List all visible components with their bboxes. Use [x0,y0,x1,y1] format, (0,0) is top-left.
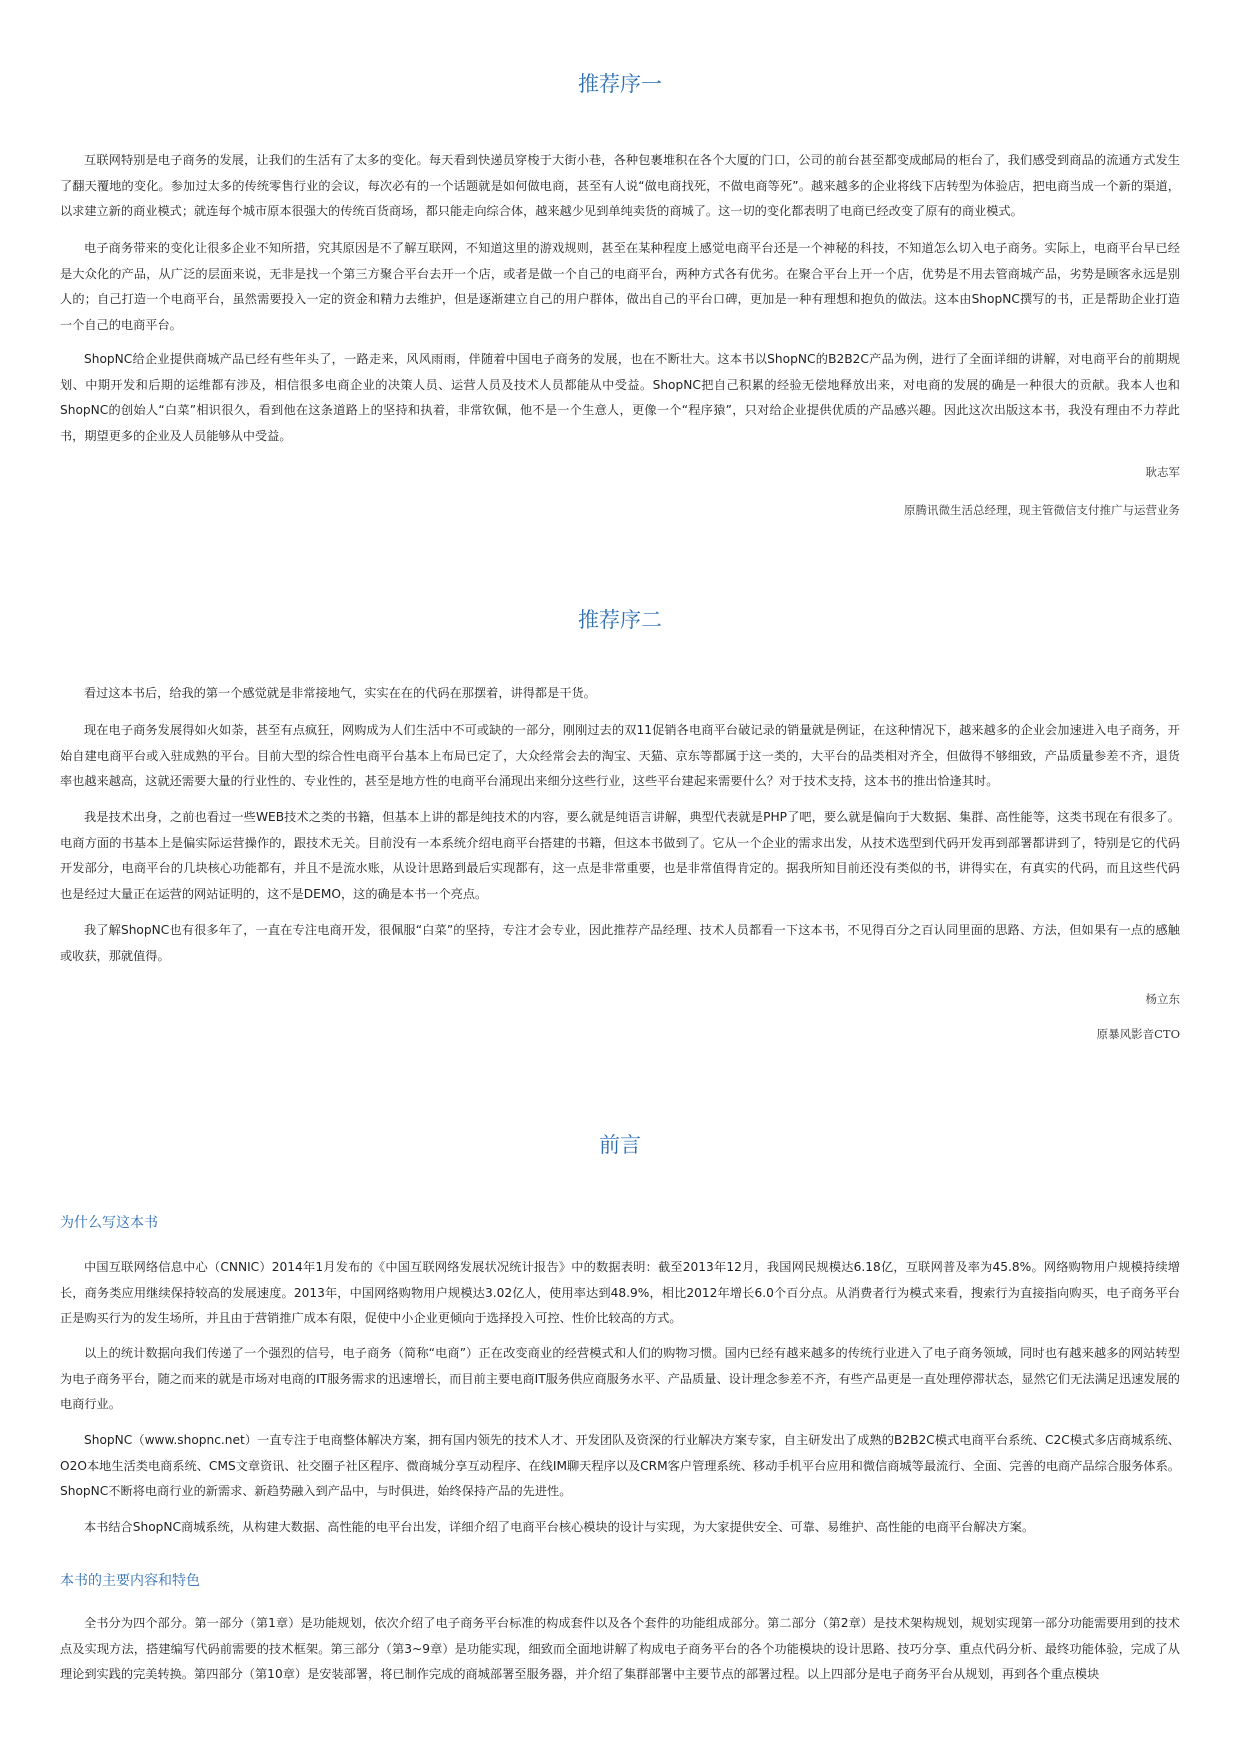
foreword-section-heading-1: 为什么写这本书 [60,1215,158,1231]
foreword-title: 前言 [599,1133,641,1157]
foreword-paragraph-1: 中国互联网络信息中心（CNNIC）2014年1月发布的《中国互联网络发展状况统计报告》中的数据表明：截至2013年12月，我国网民规模达6.18亿，互联网普及率为45.8%。网络购物用户规模持续增长，商务类应用继续保持较高的发展速度。2013年，中国网络购物用户规模达3.02亿人，使用率达到48.9%，相比2012年增长6.0个百分点。从消费者行为模式来看，搜索行为直接指向购买，电子商务平台正是购买行为的发生场所，并且由于营销推广成本有限，促使中小企业更倾向于选择投入可控、性价比较高的方式。 [60,1260,1180,1325]
foreword-paragraph-2: 以上的统计数据向我们传递了一个强烈的信号，电子商务（简称“电商”）正在改变商业的经营模式和人们的购物习惯。国内已经有越来越多的传统行业进入了电子商务领域，同时也有越来越多的网站转型为电子商务平台，随之而来的就是市场对电商的IT服务需求的迅速增长，而目前主要电商IT服务供应商服务水平、产品质量、设计理念参差不齐，有些产品更是一直处理停滞状态，显然它们无法满足迅速发展的电商行业。 [60,1346,1180,1411]
foreword-paragraph-4: 本书结合ShopNC商城系统，从构建大数据、高性能的电平台出发，详细介绍了电商平台核心模块的设计与实现，为大家提供安全、可靠、易维护、高性能的电商平台解决方案。 [84,1520,1035,1534]
preface2-paragraph-3: 我是技术出身，之前也看过一些WEB技术之类的书籍，但基本上讲的都是纯技术的内容，要么就是纯语言讲解，典型代表就是PHP了吧，要么就是偏向于大数据、集群、高性能等，这类书现在有很多了。电商方面的书基本上是偏实际运营操作的，跟技术无关。目前没有一本系统介绍电商平台搭建的书籍，但这本书做到了。它从一个企业的需求出发，从技术选型到代码开发再到部署都讲到了，特别是它的代码开发部分，电商平台的几块核心功能都有，并且不是流水账，从设计思路到最后实现都有，这一点是非常重要，也是非常值得肯定的。据我所知目前还没有类似的书，讲得实在，有真实的代码，而且这些代码也是经过大量正在运营的网站证明的，这不是DEMO，这的确是本书一个亮点。 [60,810,1180,901]
preface1-paragraph-3: ShopNC给企业提供商城产品已经有些年头了，一路走来，风风雨雨，伴随着中国电子商务的发展，也在不断壮大。这本书以ShopNC的B2B2C产品为例，进行了全面详细的讲解，对电商平台的前期规划、中期开发和后期的运维都有涉及，相信很多电商企业的决策人员、运营人员及技术人员都能从中受益。ShopNC把自己积累的经验无偿地释放出来，对电商的发展的确是一种很大的贡献。我本人也和ShopNC的创始人“白菜”相识很久，看到他在这条道路上的坚持和执着，非常钦佩，他不是一个生意人，更像一个“程序猿”，只对给企业提供优质的产品感兴趣。因此这次出版这本书，我没有理由不力荐此书，期望更多的企业及人员能够从中受益。 [60,352,1180,443]
preface2-author: 杨立东 [1145,992,1180,1006]
preface1-paragraph-1: 互联网特别是电子商务的发展，让我们的生活有了太多的变化。每天看到快递员穿梭于大街小巷，各种包裹堆积在各个大厦的门口，公司的前台甚至都变成邮局的柜台了，我们感受到商品的流通方式发生了翻天覆地的变化。参加过太多的传统零售行业的会议，每次必有的一个话题就是如何做电商，甚至有人说“做电商找死，不做电商等死”。越来越多的企业将线下店转型为体验店，把电商当成一个新的渠道，以求建立新的商业模式；就连每个城市原本很强大的传统百货商场，都只能走向综合体，越来越少见到单纯卖货的商城了。这一切的变化都表明了电商已经改变了原有的商业模式。 [60,153,1180,218]
preface1-author-title: 原腾讯微生活总经理，现主管微信支付推广与运营业务 [904,503,1180,517]
preface2-paragraph-2: 现在电子商务发展得如火如荼，甚至有点疯狂，网购成为人们生活中不可或缺的一部分，刚刚过去的双11促销各电商平台破记录的销量就是例证，在这种情况下，越来越多的企业会加速进入电子商务，开始自建电商平台或入驻成熟的平台。目前大型的综合性电商平台基本上布局已定了，大众经常会去的淘宝、天猫、京东等都属于这一类的，大平台的品类相对齐全，但做得不够细致，产品质量参差不齐，退货率也越来越高，这就还需要大量的行业性的、专业性的，甚至是地方性的电商平台涌现出来细分这些行业，这些平台建起来需要什么？对于技术支持，这本书的推出恰逢其时。 [60,723,1180,788]
foreword-paragraph-3: ShopNC（www.shopnc.net）一直专注于电商整体解决方案，拥有国内领先的技术人才、开发团队及资深的行业解决方案专家，自主研发出了成熟的B2B2C模式电商平台系统、C2C模式多店商城系统、O2O本地生活类电商系统、CMS文章资讯、社交圈子社区程序、微商城分享互动程序、在线IM聊天程序以及CRM客户管理系统、移动手机平台应用和微信商城等最流行、全面、完善的电商产品综合服务体系。ShopNC不断将电商行业的新需求、新趋势融入到产品中，与时俱进，始终保持产品的先进性。 [60,1433,1180,1498]
preface2-paragraph-4: 我了解ShopNC也有很多年了，一直在专注电商开发，很佩服“白菜”的坚持，专注才会专业，因此推荐产品经理、技术人员都看一下这本书，不见得百分之百认同里面的思路、方法，但如果有一点的感触或收获，那就值得。 [60,923,1180,963]
preface2-title: 推荐序二 [578,608,662,632]
preface2-author-title: 原暴风影音CTO [1096,1027,1180,1041]
foreword-section-heading-2: 本书的主要内容和特色 [60,1573,200,1589]
preface2-paragraph-1: 看过这本书后，给我的第一个感觉就是非常接地气，实实在在的代码在那摆着，讲得都是干货。 [84,686,596,700]
foreword-paragraph-5: 全书分为四个部分。第一部分（第1章）是功能规划，依次介绍了电子商务平台标准的构成套件以及各个套件的功能组成部分。第二部分（第2章）是技术架构规划，规划实现第一部分功能需要用到的技术点及实现方法，搭建编写代码前需要的技术框架。第三部分（第3~9章）是功能实现，细致而全面地讲解了构成电子商务平台的各个功能模块的设计思路、技巧分享、重点代码分析、最终功能体验，完成了从理论到实践的完美转换。第四部分（第10章）是安装部署，将已制作完成的商城部署至服务器，并介绍了集群部署中主要节点的部署过程。以上四部分是电子商务平台从规划，再到各个重点模块 [60,1616,1180,1681]
preface1-paragraph-2: 电子商务带来的变化让很多企业不知所措，究其原因是不了解互联网，不知道这里的游戏规则，甚至在某种程度上感觉电商平台还是一个神秘的科技，不知道怎么切入电子商务。实际上，电商平台早已经是大众化的产品，从广泛的层面来说，无非是找一个第三方聚合平台去开一个店，或者是做一个自己的电商平台，两种方式各有优劣。在聚合平台上开一个店，优势是不用去管商城产品，劣势是顾客永远是别人的；自己打造一个电商平台，虽然需要投入一定的资金和精力去维护，但是逐渐建立自己的用户群体，做出自己的平台口碑，更加是一种有理想和抱负的做法。这本由ShopNC撰写的书，正是帮助企业打造一个自己的电商平台。 [60,241,1180,332]
preface1-title: 推荐序一 [578,72,662,96]
preface1-author: 耿志军 [1145,465,1180,479]
